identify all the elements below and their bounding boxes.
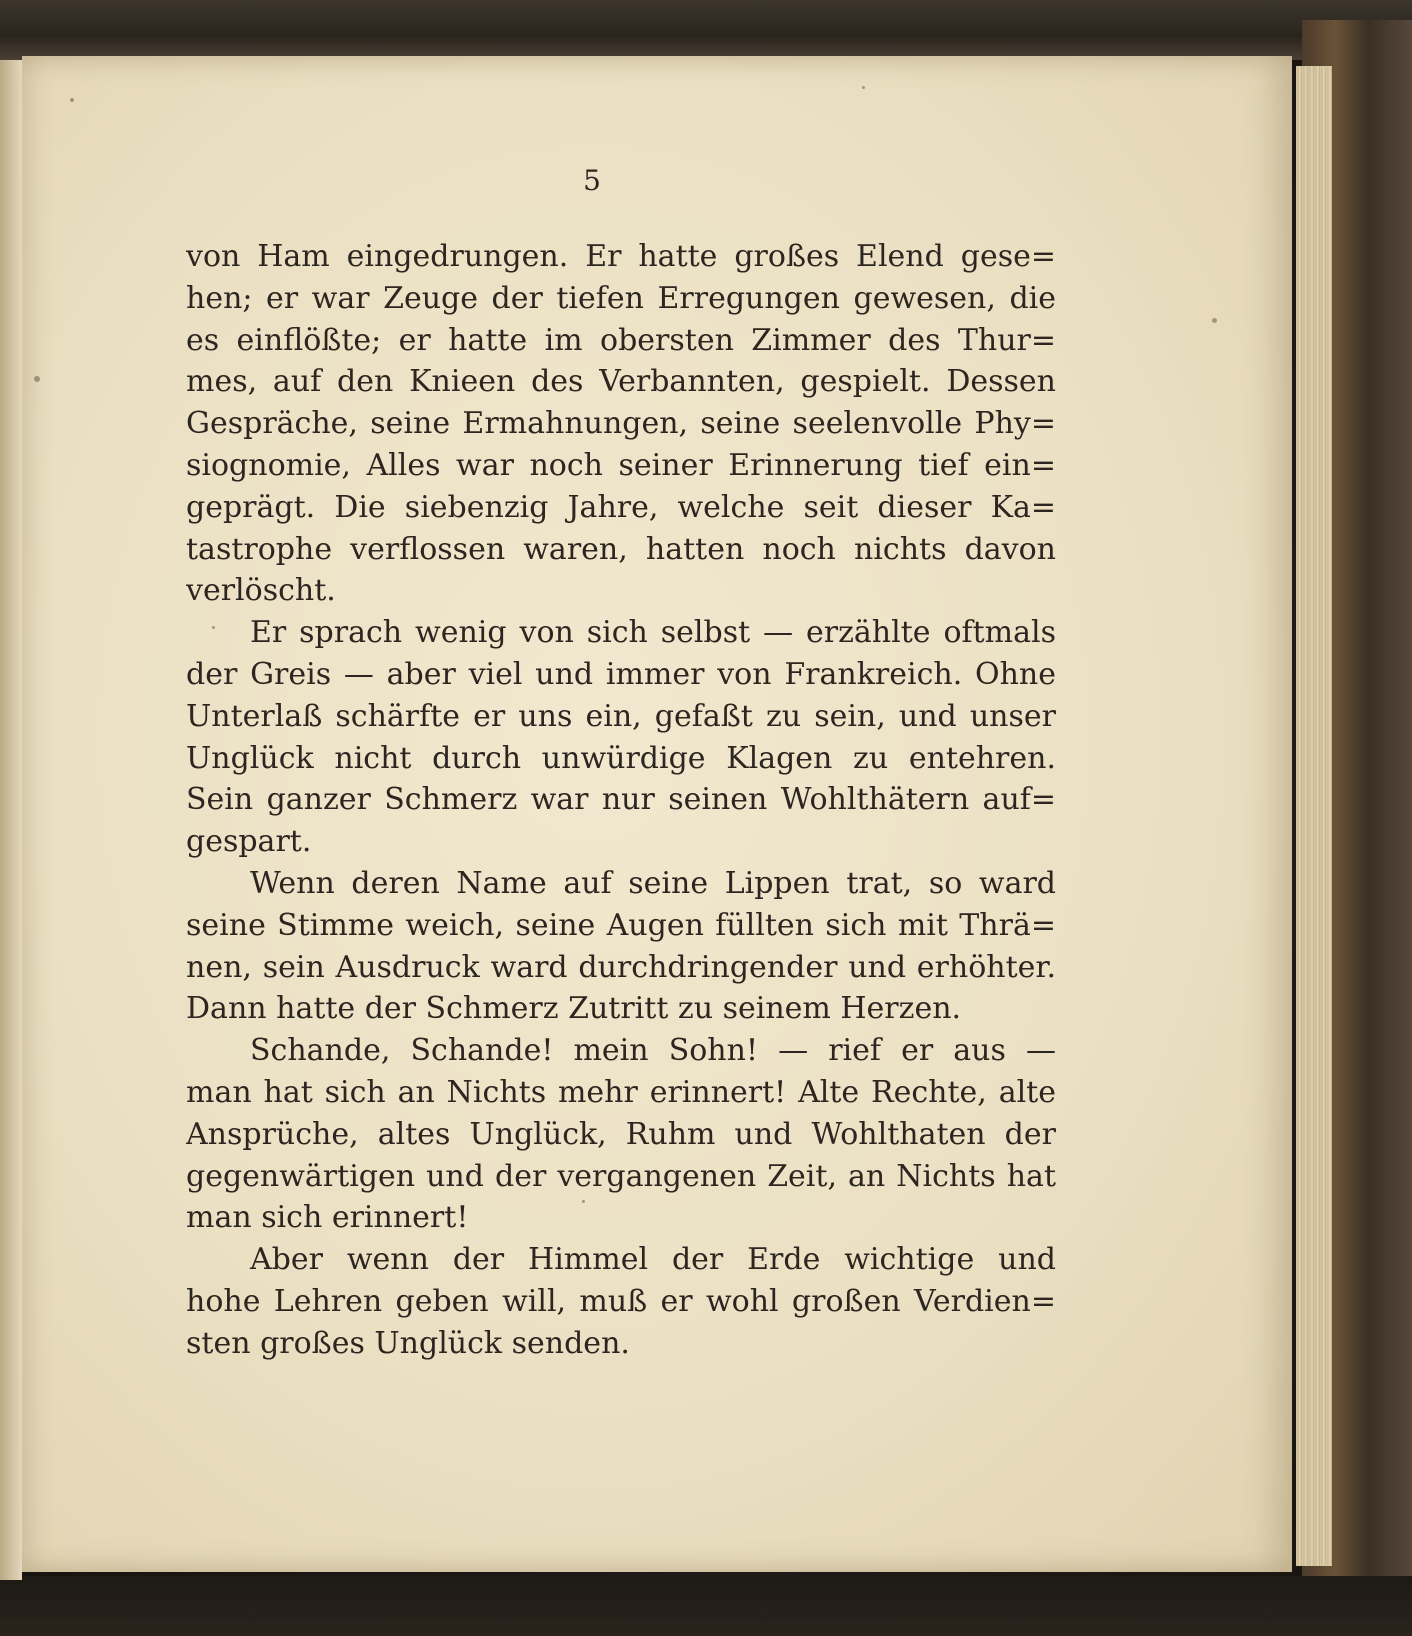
text-line: verlöscht. <box>186 573 336 609</box>
text-line: Wenn deren Name auf seine Lippen trat, so ward <box>250 865 1056 901</box>
paper-speck <box>34 376 40 382</box>
text-line: Sein ganzer Schmerz war nur seinen Wohlthätern auf= <box>186 782 1056 818</box>
book-cover-bottom-edge <box>0 1576 1412 1636</box>
body-text <box>186 236 1056 1365</box>
text-line: gespart. <box>186 824 312 860</box>
book-cover-top-edge <box>0 0 1412 60</box>
text-line: Unterlaß schärfte er uns ein, gefaßt zu sein, und unser <box>186 698 1056 734</box>
text-line: geprägt. Die siebenzig Jahre, welche seit dieser Ka= <box>186 489 1056 525</box>
previous-page-edge <box>0 60 22 1580</box>
text-line: mes, auf den Knieen des Verbannten, gespielt. Dessen <box>186 364 1056 400</box>
text-line: es einflößte; er hatte im obersten Zimmer des Thur= <box>186 322 1056 358</box>
text-line: Schande, Schande! mein Sohn! — rief er aus — <box>250 1033 1056 1069</box>
text-line: Gespräche, seine Ermahnungen, seine seelenvolle Phy= <box>186 406 1056 442</box>
paragraph-2 <box>186 612 1056 863</box>
text-line: Aber wenn der Himmel der Erde wichtige und <box>250 1242 1056 1278</box>
text-line: Unglück nicht durch unwürdige Klagen zu entehren. <box>186 740 1056 776</box>
text-line: siognomie, Alles war noch seiner Erinnerung tief ein= <box>186 447 1056 483</box>
text-line: von Ham eingedrungen. Er hatte großes Elend gese= <box>186 239 1056 274</box>
paragraph-1 <box>186 236 1056 612</box>
text-line: man sich erinnert! <box>186 1200 469 1236</box>
paragraph-3 <box>186 863 1056 1030</box>
text-line: gegenwärtigen und der vergangenen Zeit, an Nichts hat <box>186 1158 1056 1194</box>
text-line: tastrophe verflossen waren, hatten noch nichts davon <box>186 531 1056 567</box>
page-stack-edge <box>1296 66 1332 1566</box>
paper-speck <box>70 98 74 102</box>
text-line: der Greis — aber viel und immer von Frankreich. Ohne <box>186 656 1056 692</box>
book-page <box>22 56 1292 1572</box>
text-line: Dann hatte der Schmerz Zutritt zu seinem Herzen. <box>186 991 962 1027</box>
text-line: sten großes Unglück senden. <box>186 1325 630 1361</box>
page-number: 5 <box>583 164 601 197</box>
paragraph-5 <box>186 1239 1056 1364</box>
paper-speck <box>1212 318 1217 323</box>
paragraph-4 <box>186 1030 1056 1239</box>
text-line: Er sprach wenig von sich selbst — erzählte oftmals <box>250 615 1056 651</box>
text-line: hen; er war Zeuge der tiefen Erregungen gewesen, die <box>186 280 1056 316</box>
text-line: nen, sein Ausdruck ward durchdringender und erhöhter. <box>186 949 1056 985</box>
text-line: man hat sich an Nichts mehr erinnert! Alte Rechte, alte <box>186 1074 1056 1110</box>
text-line: seine Stimme weich, seine Augen füllten sich mit Thrä= <box>186 907 1056 943</box>
paper-speck <box>862 86 865 89</box>
text-line: hohe Lehren geben will, muß er wohl großen Verdien= <box>186 1283 1056 1319</box>
text-line: Ansprüche, altes Unglück, Ruhm und Wohlthaten der <box>186 1116 1056 1152</box>
